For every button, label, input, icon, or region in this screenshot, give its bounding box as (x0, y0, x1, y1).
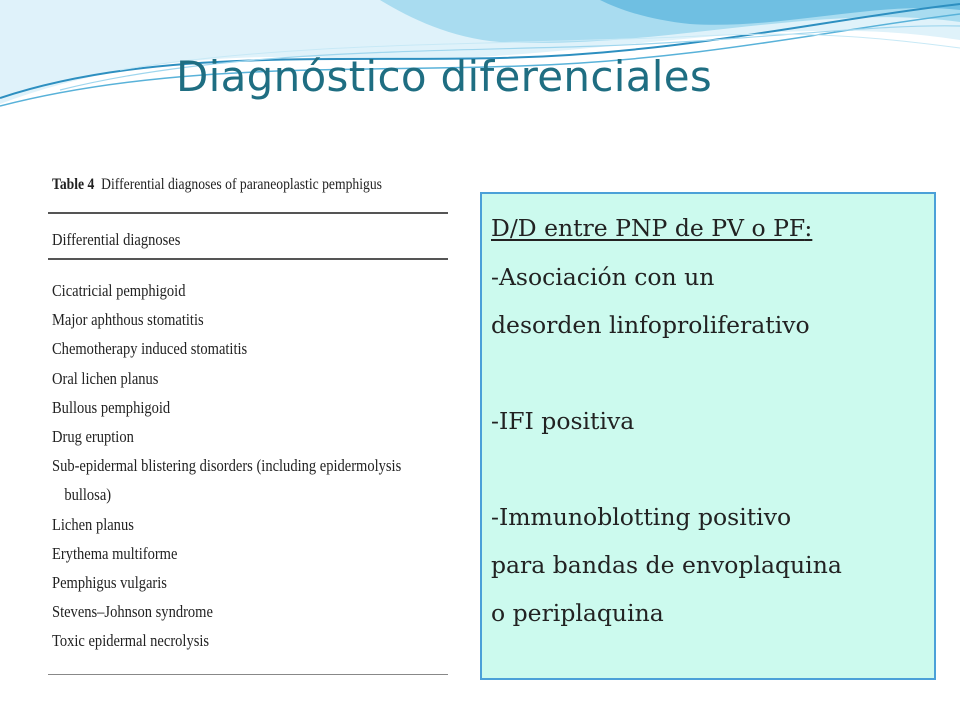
diagnosis-item: Erythema multiforme (52, 543, 178, 563)
diagnosis-item: Toxic epidermal necrolysis (52, 631, 210, 651)
differential-diagnoses-table (48, 168, 450, 678)
diagnosis-item: Pemphigus vulgaris (52, 573, 167, 593)
criteria-heading-colon: : (804, 214, 813, 242)
table-caption (52, 176, 382, 194)
table-bottom-rule (48, 674, 448, 675)
slide-title: Diagnóstico diferenciales (176, 52, 713, 101)
criteria-line: desorden linfoproliferativo (491, 311, 810, 339)
criteria-spacer (491, 349, 924, 397)
table-top-rule (48, 212, 448, 214)
diagnosis-item: Drug eruption (52, 427, 134, 447)
diagnosis-item: Chemotherapy induced stomatitis (52, 339, 248, 359)
diagnosis-item: Major aphthous stomatitis (52, 310, 204, 330)
diagnosis-item-continuation-text: bullosa) (64, 485, 112, 505)
diagnosis-list (52, 276, 449, 656)
criteria-line: o periplaquina (491, 599, 664, 627)
diagnosis-item: Oral lichen planus (52, 368, 159, 388)
differential-criteria-box (480, 192, 936, 680)
diagnosis-item: Cicatricial pemphigoid (52, 281, 186, 300)
table-header-rule (48, 258, 448, 260)
table-caption-label: Table 4 (52, 176, 95, 193)
criteria-line: -Immunoblotting positivo (491, 503, 792, 531)
criteria-line: -Asociación con un (491, 263, 715, 291)
diagnosis-item-continuation (52, 480, 401, 509)
table-column-header: Differential diagnoses (52, 230, 181, 249)
criteria-spacer (491, 445, 924, 493)
diagnosis-item: Bullous pemphigoid (52, 397, 171, 417)
criteria-line: -IFI positiva (491, 407, 635, 435)
table-caption-text: Differential diagnoses of paraneoplastic pemphigus (101, 176, 382, 193)
diagnosis-item: Lichen planus (52, 514, 134, 534)
criteria-heading-text: D/D entre PNP de PV o PF (491, 214, 805, 242)
diagnosis-item: Stevens–Johnson syndrome (52, 602, 213, 622)
criteria-line: para bandas de envoplaquina (491, 551, 842, 579)
criteria-heading (491, 204, 924, 253)
diagnosis-item: Sub-epidermal blistering disorders (including epidermolysis (52, 456, 402, 476)
